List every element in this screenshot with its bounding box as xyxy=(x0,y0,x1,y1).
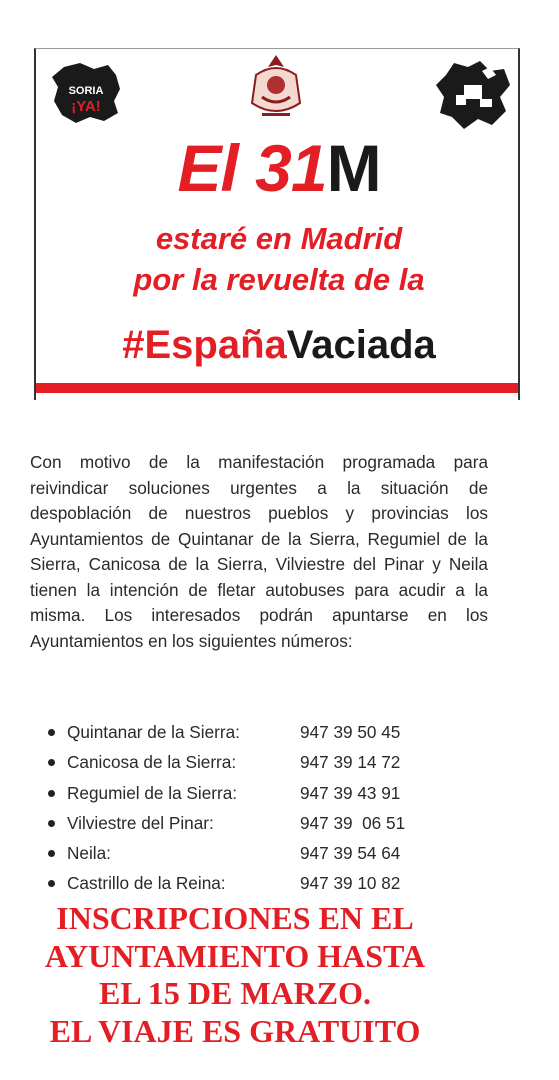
serrania-map-logo-icon xyxy=(434,57,514,133)
bullet-icon xyxy=(48,729,55,736)
red-divider-bar xyxy=(36,383,518,393)
list-item xyxy=(48,868,448,898)
bullet-icon xyxy=(48,790,55,797)
bullet-icon xyxy=(48,820,55,827)
town-name: Vilviestre del Pinar: xyxy=(67,812,214,833)
hashtag xyxy=(36,321,522,369)
town-phone: 947 39 06 51 xyxy=(300,812,406,833)
notice-line-1: INSCRIPCIONES EN EL xyxy=(56,900,414,936)
town-phone: 947 39 50 45 xyxy=(300,722,401,742)
town-phone-list xyxy=(48,717,448,899)
list-item xyxy=(48,778,448,808)
town-name: Neila: xyxy=(67,843,111,864)
town-name: Castrillo de la Reina: xyxy=(67,873,226,894)
town-phone: 947 39 54 64 xyxy=(300,843,401,864)
town-name: Canicosa de la Sierra: xyxy=(67,752,237,773)
list-item xyxy=(48,808,448,838)
town-name: Quintanar de la Sierra: xyxy=(67,722,240,742)
headline-31: 31 xyxy=(255,131,327,205)
svg-text:¡YA!: ¡YA! xyxy=(71,98,101,115)
hashtag-part1: #España xyxy=(122,323,287,367)
town-name: Regumiel de la Sierra: xyxy=(67,782,238,803)
list-item xyxy=(48,838,448,868)
list-item xyxy=(48,717,448,747)
headline-date xyxy=(36,133,522,203)
subline-1: estaré en Madrid xyxy=(155,221,403,256)
bullet-icon xyxy=(48,759,55,766)
bullet-icon xyxy=(48,880,55,887)
event-poster xyxy=(34,48,520,400)
registration-notice xyxy=(20,900,450,1050)
plataforma-emblem-icon xyxy=(246,53,306,123)
subline-2: por la revuelta de la xyxy=(133,262,425,297)
announcement-paragraph: Con motivo de la manifestación programada para reivindicar soluciones urgentes a la situación de despoblación de nuestros pueblos y provincias los Ayuntamientos de Quintanar de la Sierra, Regumiel de la Sierra, Canicosa de la Sierra, Vilviestre del Pinar y Neila tienen la intención de fletar autobuses para acudir a la misma. Los interesados podrán apuntarse en los Ayuntamientos en los siguientes números: xyxy=(30,452,488,651)
notice-line-3: EL 15 DE MARZO. xyxy=(98,975,372,1011)
list-item xyxy=(48,747,448,777)
bullet-icon xyxy=(48,850,55,857)
notice-line-4: EL VIAJE ES GRATUITO xyxy=(49,1012,421,1049)
town-phone: 947 39 43 91 xyxy=(300,782,401,803)
headline-m: M xyxy=(326,131,381,205)
town-phone: 947 39 14 72 xyxy=(300,752,401,773)
headline-el: El xyxy=(177,131,238,205)
notice-line-2: AYUNTAMIENTO HASTA xyxy=(44,937,426,974)
hashtag-part2: Vaciada xyxy=(286,323,436,367)
town-phone: 947 39 10 82 xyxy=(300,873,401,894)
svg-text:SORIA: SORIA xyxy=(68,85,104,97)
soria-ya-logo-icon xyxy=(50,61,122,125)
